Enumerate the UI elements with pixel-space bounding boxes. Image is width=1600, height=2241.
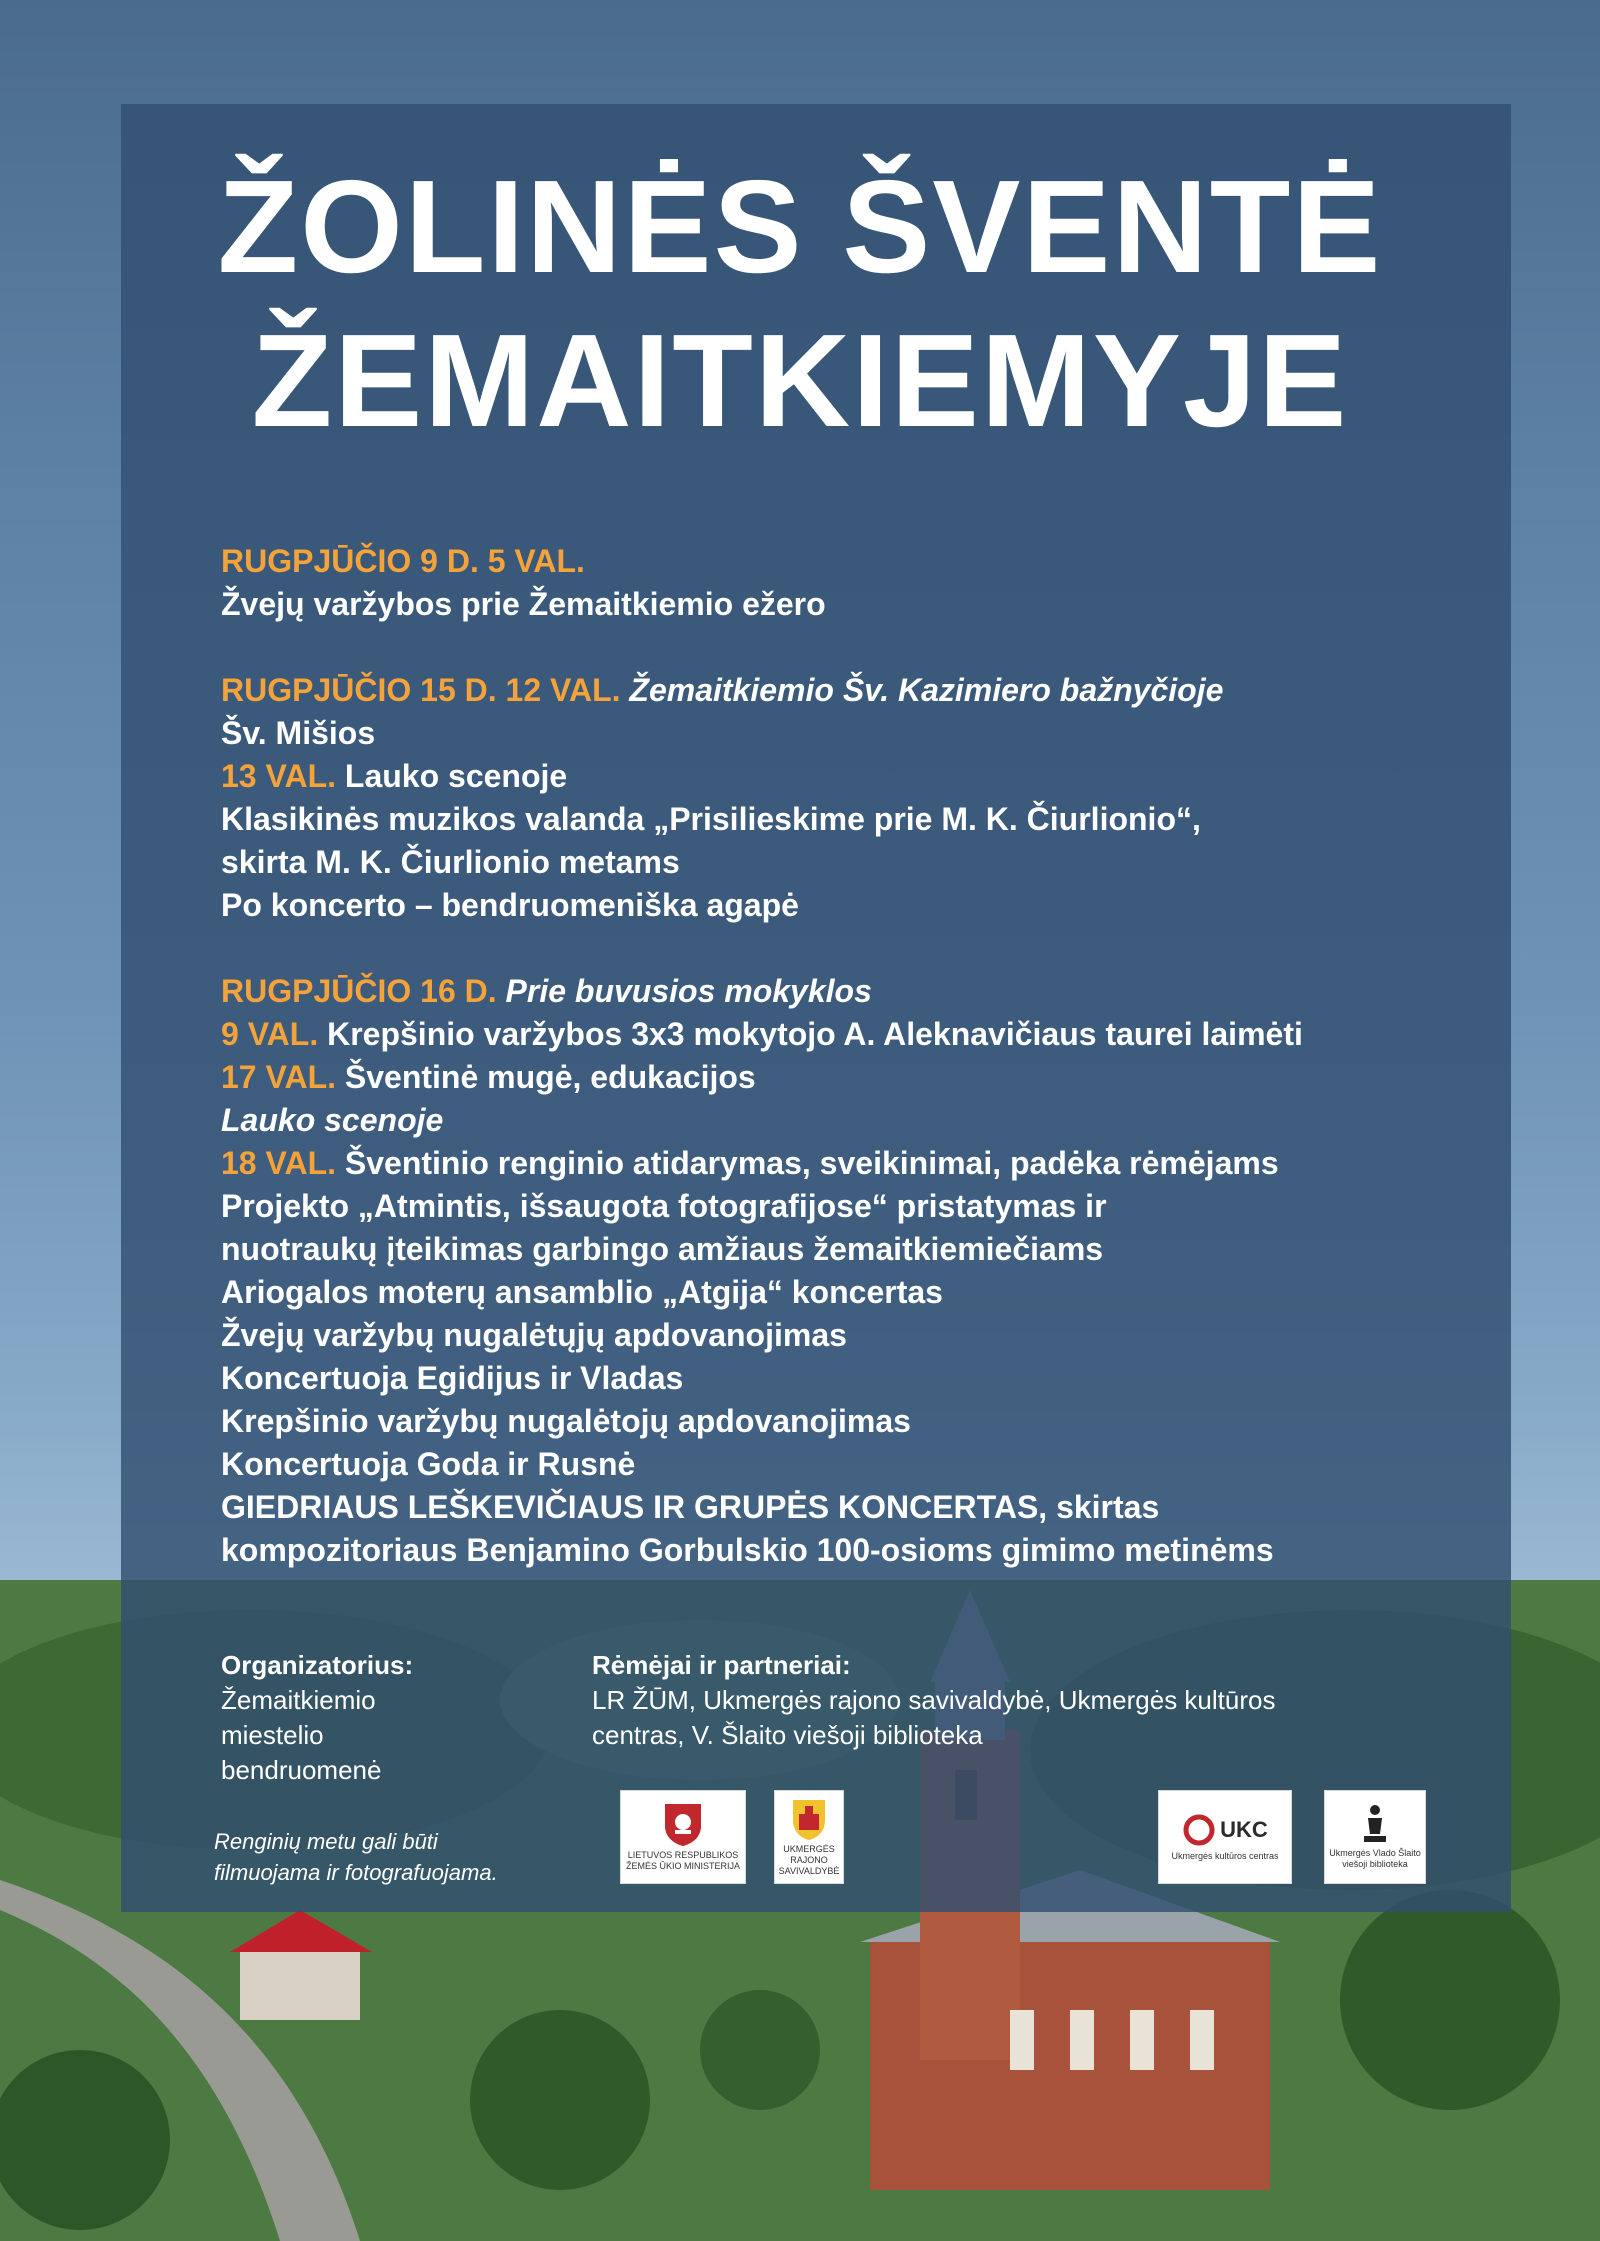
aug15-mass: Šv. Mišios [221, 715, 376, 751]
sponsors-block [592, 1648, 1452, 1753]
program-item: Koncertuoja Egidijus ir Vladas [221, 1360, 684, 1396]
library-caption: Ukmergės Vlado Šlaito viešoji biblioteka [1329, 1848, 1421, 1869]
program-item: Žvejų varžybų nugalėtųjų apdovanojimas [221, 1317, 847, 1353]
aug15-time: RUGPJŪČIO 15 D. 12 VAL. [221, 672, 621, 708]
program-item: Koncertuoja Goda ir Rusnė [221, 1446, 636, 1482]
aug16-event9: Krepšinio varžybos 3x3 mokytojo A. Aleknavičiaus taurei laimėti [327, 1016, 1303, 1052]
organizer-heading: Organizatorius: [221, 1650, 414, 1680]
notice-line-2: filmuojama ir fotografuojama. [214, 1860, 498, 1885]
program-item: GIEDRIAUS LEŠKEVIČIAUS IR GRUPĖS KONCERTAS, skirtas [221, 1489, 1160, 1525]
library-logo [1324, 1790, 1426, 1884]
sponsors-heading: Rėmėjai ir partneriai: [592, 1650, 851, 1680]
aug15-place13: Lauko scenoje [344, 758, 568, 794]
program-item: nuotraukų įteikimas garbingo amžiaus žemaitkiemiečiams [221, 1231, 1104, 1267]
poster-title [0, 150, 1600, 458]
notice-line-1: Renginių metu gali būti [214, 1829, 438, 1854]
aug16-event18: Šventinio renginio atidarymas, sveikinimai, padėka rėmėjams [344, 1145, 1279, 1181]
aug15-agape: Po koncerto – bendruomeniška agapė [221, 887, 799, 923]
aug16-9h [221, 1013, 1521, 1056]
coat-of-arms-icon [663, 1802, 703, 1846]
aug16-event17: Šventinė mugė, edukacijos [344, 1059, 756, 1095]
aug15-place: Žemaitkiemio Šv. Kazimiero bažnyčioje [629, 672, 1224, 708]
sponsors-line-2: centras, V. Šlaito viešoji biblioteka [592, 1720, 983, 1750]
ministry-logo [620, 1790, 746, 1884]
reader-statue-icon [1360, 1804, 1390, 1844]
ukc-caption: Ukmergės kultūros centras [1171, 1850, 1279, 1861]
aug15-header [221, 669, 1521, 712]
ukc-mark: UKC [1220, 1816, 1268, 1842]
program-item: kompozitoriaus Benjamino Gorbulskio 100-osioms gimimo metinėms [221, 1532, 1274, 1568]
organizer-line: Žemaitkiemio [221, 1685, 376, 1715]
aug16-18h [221, 1142, 1521, 1185]
aug9-time: RUGPJŪČIO 9 D. 5 VAL. [221, 543, 585, 579]
aug16-stage: Lauko scenoje [221, 1102, 444, 1138]
program-item: Ariogalos moterų ansamblio „Atgija“ koncertas [221, 1274, 943, 1310]
aug15-time13: 13 VAL. [221, 758, 336, 794]
aug16-header [221, 970, 1521, 1013]
event-program [221, 540, 1521, 1572]
aug16-place: Prie buvusios mokyklos [505, 973, 872, 1009]
aug16-time9: 9 VAL. [221, 1016, 319, 1052]
ukc-ring-icon [1182, 1813, 1216, 1847]
aug16-time18: 18 VAL. [221, 1145, 336, 1181]
aug15-13h [221, 755, 1521, 798]
aug9-event: Žvejų varžybos prie Žemaitkiemio ežero [221, 586, 826, 622]
program-item: Krepšinio varžybų nugalėtojų apdovanojimas [221, 1403, 911, 1439]
aug16-date: RUGPJŪČIO 16 D. [221, 973, 497, 1009]
ministry-caption: LIETUVOS RESPUBLIKOS ŽEMĖS ŪKIO MINISTERIJA [625, 1850, 740, 1871]
aug16-17h [221, 1056, 1521, 1099]
aug16-time17: 17 VAL. [221, 1059, 336, 1095]
sponsors-line-1: LR ŽŪM, Ukmergės rajono savivaldybė, Ukmergės kultūros [592, 1685, 1276, 1715]
filming-notice [214, 1826, 498, 1888]
organizer-line: miestelio [221, 1720, 324, 1750]
aug15-concert-1: Klasikinės muzikos valanda „Prisilieskime prie M. K. Čiurlionio“, [221, 801, 1201, 837]
title-line-2: ŽEMAITKIEMYJE [251, 307, 1349, 454]
title-line-1: ŽOLINĖS ŠVENTĖ [217, 153, 1383, 300]
municipality-crest-icon [791, 1798, 827, 1840]
organizer-line: bendruomenė [221, 1755, 382, 1785]
municipality-logo [774, 1790, 844, 1884]
aug15-concert-2: skirta M. K. Čiurlionio metams [221, 844, 680, 880]
organizer-block [221, 1648, 521, 1788]
municipality-caption: UKMERGĖS RAJONO SAVIVALDYBĖ [778, 1843, 840, 1876]
program-item: Projekto „Atmintis, išsaugota fotografijose“ pristatymas ir [221, 1188, 1107, 1224]
ukc-logo [1158, 1790, 1292, 1884]
